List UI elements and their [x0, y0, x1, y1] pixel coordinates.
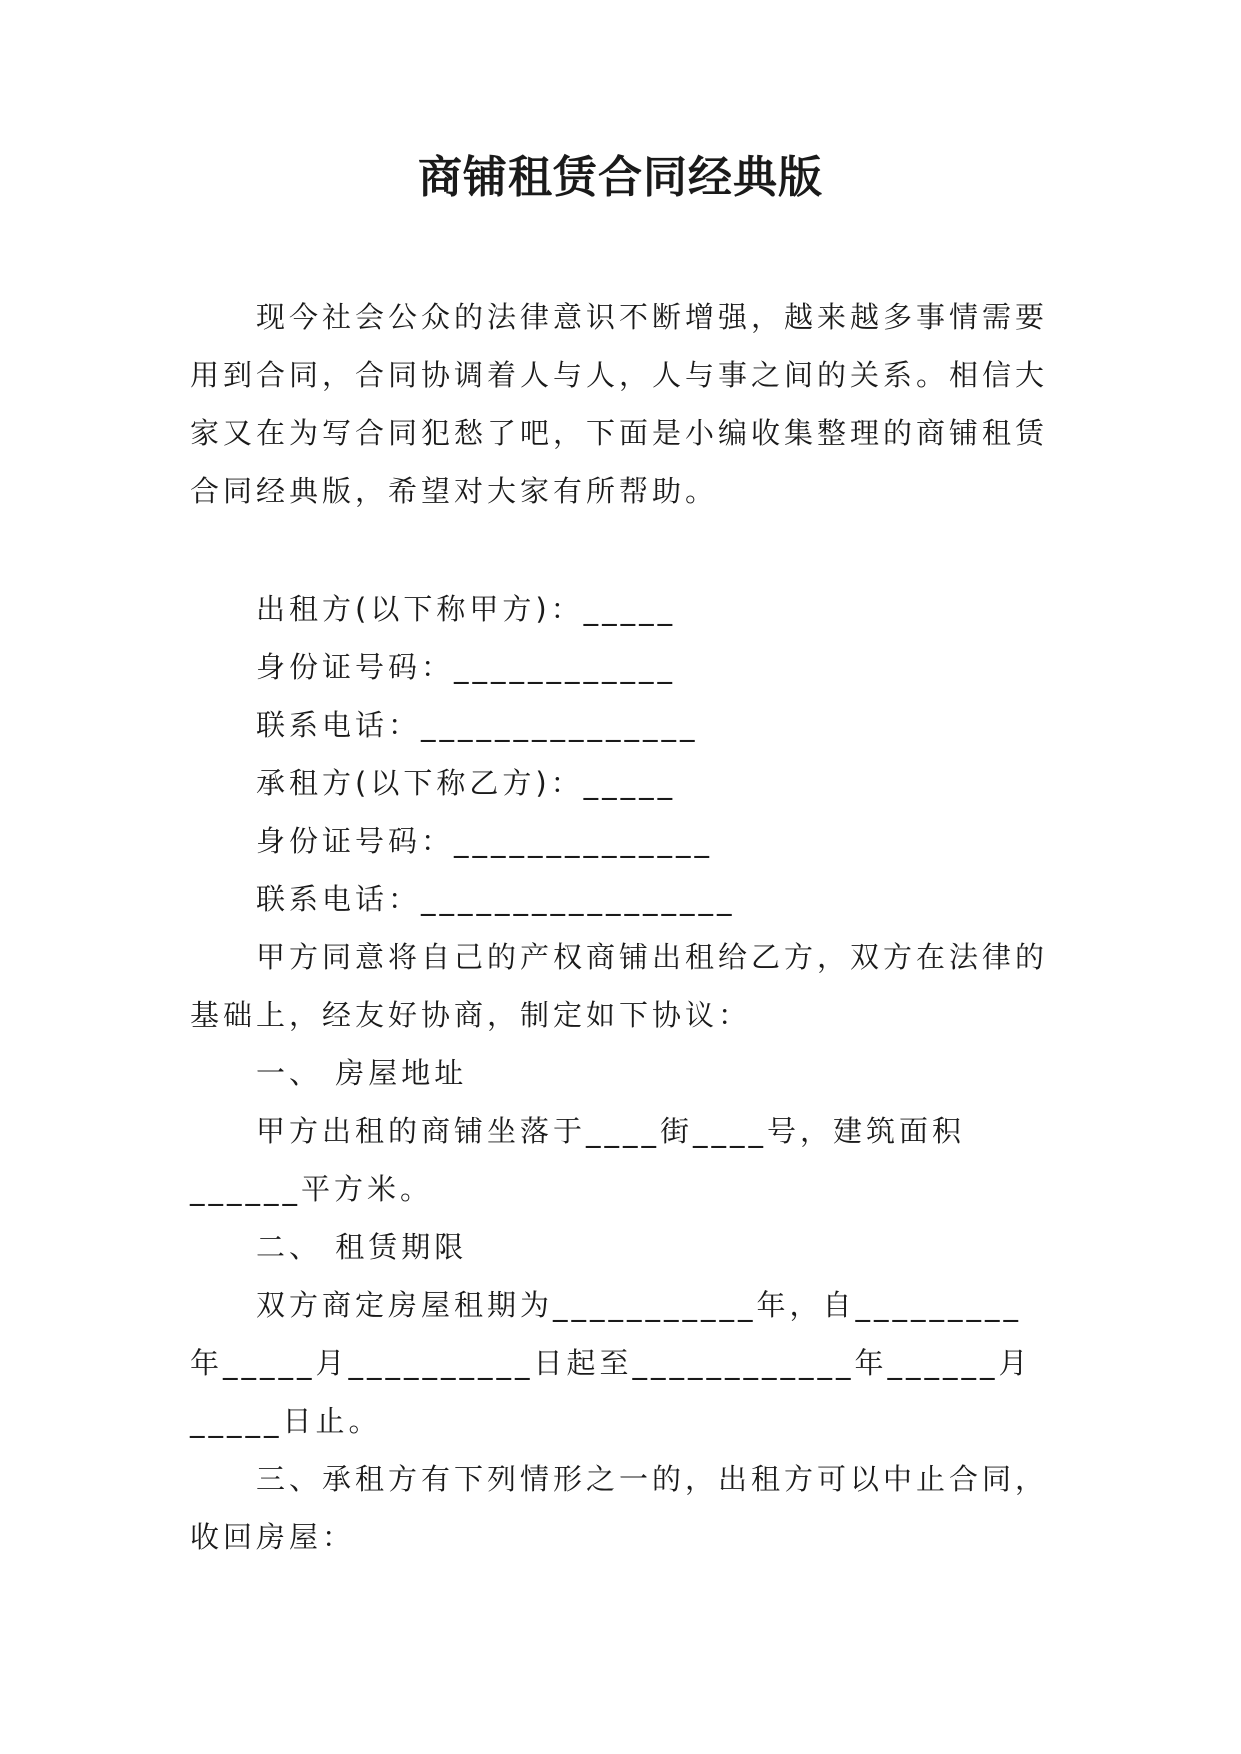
- intro-paragraph: 现今社会公众的法律意识不断增强，越来越多事情需要用到合同，合同协调着人与人，人与事之间的关系。相信大家又在为写合同犯愁了吧，下面是小编收集整理的商铺租赁合同经典版，希望对大家有所帮助。: [190, 300, 1049, 508]
- lessor-id-field: 身份证号码：____________: [256, 650, 677, 684]
- section-2-text: 双方商定房屋租期为___________年，自_________年_____月__________日起至____________年______月_____日止。: [190, 1288, 1032, 1438]
- agreement-paragraph: 甲方同意将自己的产权商铺出租给乙方，双方在法律的基础上，经友好协商，制定如下协议：: [190, 940, 1049, 1032]
- section-2-heading: 二、 租赁期限: [256, 1230, 468, 1264]
- lessee-field: 承租方(以下称乙方)：_____: [256, 766, 677, 800]
- contract-body: [190, 580, 1050, 1566]
- section-3-text: 三、承租方有下列情形之一的，出租方可以中止合同，收回房屋：: [190, 1462, 1049, 1554]
- lessor-phone-field: 联系电话：_______________: [256, 708, 699, 742]
- lessee-id-field: 身份证号码：______________: [256, 824, 714, 858]
- section-1-heading: 一、 房屋地址: [256, 1056, 468, 1090]
- section-1-text: 甲方出租的商铺坐落于____街____号，建筑面积______平方米。: [190, 1114, 966, 1206]
- lessor-field: 出租方(以下称甲方)：_____: [256, 592, 677, 626]
- lessee-phone-field: 联系电话：_________________: [256, 882, 736, 916]
- intro-section: [190, 288, 1050, 520]
- document-title: 商铺租赁合同经典版: [418, 152, 823, 203]
